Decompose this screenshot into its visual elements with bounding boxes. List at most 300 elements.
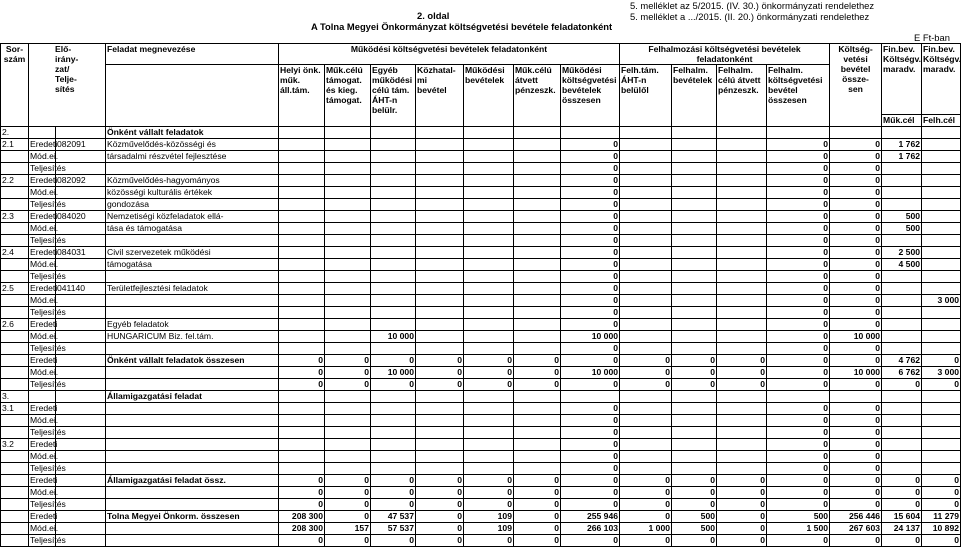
cell-value [464, 283, 514, 295]
row-name: Egyéb feladatok [106, 319, 279, 331]
row-name: támogatása [106, 259, 279, 271]
cell-value: 0 [672, 367, 717, 379]
cell-value: 0 [767, 379, 830, 391]
cell-value [514, 463, 561, 475]
cell-value [922, 319, 961, 331]
col-sorszam: Sor- szám [1, 44, 29, 127]
cell-value [672, 235, 717, 247]
cell-value [620, 415, 672, 427]
table-row [1, 235, 961, 247]
cell-value [416, 391, 464, 403]
cell-value [279, 307, 325, 319]
cell-value [371, 199, 416, 211]
row-code [56, 127, 106, 139]
row-code: 041140 [56, 283, 106, 295]
cell-value [464, 163, 514, 175]
row-code [56, 403, 106, 415]
cell-value: 0 [830, 259, 882, 271]
cell-value: 0 [767, 403, 830, 415]
row-type: Mód.ei. [30, 295, 59, 305]
cell-value [672, 307, 717, 319]
cell-value [325, 427, 371, 439]
cell-value: 0 [279, 367, 325, 379]
row-number: 2.6 [1, 319, 29, 331]
cell-value [922, 187, 961, 199]
cell-value: 0 [922, 487, 961, 499]
cell-value [620, 223, 672, 235]
cell-value [922, 451, 961, 463]
cell-value [279, 451, 325, 463]
row-code [56, 355, 106, 367]
cell-value [717, 139, 767, 151]
cell-value: 157 [325, 523, 371, 535]
cell-value: 0 [620, 379, 672, 391]
table-row [1, 271, 961, 283]
row-type: Teljesítés [30, 163, 66, 173]
cell-value: 266 103 [561, 523, 620, 535]
row-name: közösségi kulturális értékek [106, 187, 279, 199]
cell-value [464, 187, 514, 199]
cell-value [371, 391, 416, 403]
cell-value [371, 427, 416, 439]
cell-value: 0 [561, 343, 620, 355]
col-egyeb-mukodesi: Egyéb működési célú tám. ÁHT-n belülr. [371, 65, 416, 127]
revenue-table [0, 43, 961, 547]
cell-value: 0 [514, 511, 561, 523]
appendix-note-2: 5. melléklet a .../2015. (II. 20.) önkormányzati rendelethez [630, 11, 870, 22]
cell-value: 0 [561, 187, 620, 199]
cell-value [416, 319, 464, 331]
cell-value: 0 [514, 499, 561, 511]
cell-value: 0 [325, 535, 371, 547]
cell-value [717, 259, 767, 271]
cell-value [416, 127, 464, 139]
cell-value [620, 343, 672, 355]
cell-value [279, 331, 325, 343]
table-row [1, 343, 961, 355]
row-type: Eredeti [30, 403, 58, 413]
cell-value [922, 199, 961, 211]
cell-value: 0 [416, 475, 464, 487]
table-row [1, 283, 961, 295]
cell-value: 255 946 [561, 511, 620, 523]
cell-value [717, 127, 767, 139]
cell-value [371, 319, 416, 331]
cell-value [514, 307, 561, 319]
cell-value [325, 259, 371, 271]
cell-value [620, 439, 672, 451]
cell-value [620, 139, 672, 151]
cell-value: 0 [767, 427, 830, 439]
cell-value [620, 163, 672, 175]
cell-value: 0 [767, 319, 830, 331]
col-finbev-2: Fin.bev. Költségv. maradv. [922, 44, 961, 115]
cell-value [279, 247, 325, 259]
cell-value [882, 391, 922, 403]
cell-value [325, 391, 371, 403]
row-number: 3. [1, 391, 29, 403]
cell-value: 0 [620, 511, 672, 523]
cell-value [514, 199, 561, 211]
cell-value: 6 762 [882, 367, 922, 379]
row-name: Területfejlesztési feladatok [106, 283, 279, 295]
cell-value: 4 500 [882, 259, 922, 271]
cell-value: 3 000 [922, 367, 961, 379]
cell-value [371, 295, 416, 307]
cell-value: 0 [620, 367, 672, 379]
row-number [1, 367, 29, 379]
cell-value [922, 415, 961, 427]
cell-value [371, 463, 416, 475]
cell-value: 0 [279, 355, 325, 367]
cell-value: 0 [514, 523, 561, 535]
cell-value: 0 [830, 355, 882, 367]
row-name [106, 403, 279, 415]
cell-value: 0 [767, 199, 830, 211]
table-row [1, 211, 961, 223]
cell-value: 10 892 [922, 523, 961, 535]
row-number [1, 523, 29, 535]
cell-value [620, 211, 672, 223]
table-row [1, 307, 961, 319]
cell-value [620, 271, 672, 283]
cell-value: 0 [620, 499, 672, 511]
table-row [1, 247, 961, 259]
cell-value: 10 000 [371, 331, 416, 343]
cell-value [416, 199, 464, 211]
cell-value [620, 199, 672, 211]
cell-value [464, 175, 514, 187]
cell-value: 500 [672, 511, 717, 523]
cell-value [325, 295, 371, 307]
cell-value: 0 [416, 523, 464, 535]
cell-value: 0 [561, 439, 620, 451]
row-type: Teljesítés [30, 535, 66, 545]
cell-value [325, 199, 371, 211]
cell-value: 0 [561, 427, 620, 439]
cell-value: 208 300 [279, 511, 325, 523]
col-mukodesi-bev: Működési bevételek [464, 65, 514, 127]
row-number [1, 427, 29, 439]
cell-value [325, 283, 371, 295]
cell-value [279, 427, 325, 439]
cell-value [672, 187, 717, 199]
row-type: Teljesítés [30, 307, 66, 317]
cell-value [279, 163, 325, 175]
cell-value [514, 427, 561, 439]
cell-value [514, 175, 561, 187]
row-type: Mód.ei. [30, 367, 59, 377]
cell-value [464, 463, 514, 475]
cell-value: 0 [464, 379, 514, 391]
cell-value: 0 [830, 451, 882, 463]
cell-value [830, 127, 882, 139]
cell-value: 0 [767, 247, 830, 259]
cell-value [371, 415, 416, 427]
cell-value: 0 [882, 475, 922, 487]
cell-value: 0 [561, 535, 620, 547]
cell-value [416, 187, 464, 199]
cell-value [371, 343, 416, 355]
cell-value: 0 [672, 487, 717, 499]
cell-value: 0 [371, 355, 416, 367]
cell-value [717, 235, 767, 247]
cell-value: 0 [514, 355, 561, 367]
cell-value: 0 [922, 379, 961, 391]
cell-value: 0 [882, 379, 922, 391]
cell-value [620, 283, 672, 295]
cell-value: 0 [514, 487, 561, 499]
cell-value [416, 463, 464, 475]
cell-value [416, 211, 464, 223]
col-helyi-onk: Helyi önk. műk. áll.tám. [279, 65, 325, 127]
cell-value [672, 427, 717, 439]
cell-value: 2 500 [882, 247, 922, 259]
cell-value [882, 451, 922, 463]
cell-value [371, 151, 416, 163]
cell-value: 0 [767, 367, 830, 379]
cell-value [279, 235, 325, 247]
cell-value: 109 [464, 523, 514, 535]
cell-value: 500 [882, 211, 922, 223]
table-row [1, 535, 961, 547]
cell-value [717, 283, 767, 295]
row-code [56, 331, 106, 343]
cell-value: 0 [371, 487, 416, 499]
cell-value [464, 307, 514, 319]
cell-value [416, 271, 464, 283]
cell-value [717, 187, 767, 199]
cell-value [882, 463, 922, 475]
cell-value: 0 [561, 199, 620, 211]
cell-value: 0 [464, 355, 514, 367]
row-code [56, 487, 106, 499]
table-row [1, 295, 961, 307]
row-number [1, 307, 29, 319]
cell-value [672, 139, 717, 151]
cell-value: 0 [464, 475, 514, 487]
cell-value [620, 331, 672, 343]
cell-value: 0 [830, 163, 882, 175]
col-eloiranyzat: Elő- irány- zat/ Telje- sítés [29, 44, 106, 127]
cell-value [464, 415, 514, 427]
cell-value: 0 [767, 163, 830, 175]
cell-value: 24 137 [882, 523, 922, 535]
cell-value [922, 271, 961, 283]
cell-value: 0 [830, 235, 882, 247]
cell-value [922, 211, 961, 223]
cell-value [717, 391, 767, 403]
cell-value [325, 331, 371, 343]
cell-value: 10 000 [561, 367, 620, 379]
row-name [106, 163, 279, 175]
cell-value [882, 439, 922, 451]
row-name: Közművelődés-hagyományos [106, 175, 279, 187]
cell-value: 0 [325, 511, 371, 523]
row-code [56, 415, 106, 427]
cell-value: 0 [830, 439, 882, 451]
cell-value [371, 163, 416, 175]
cell-value [279, 151, 325, 163]
table-row [1, 391, 961, 403]
table-row [1, 463, 961, 475]
cell-value [672, 271, 717, 283]
cell-value: 0 [620, 535, 672, 547]
cell-value: 47 537 [371, 511, 416, 523]
cell-value [717, 415, 767, 427]
cell-value [767, 391, 830, 403]
row-name [106, 367, 279, 379]
cell-value: 0 [561, 247, 620, 259]
cell-value: 1 762 [882, 151, 922, 163]
cell-value: 0 [561, 259, 620, 271]
row-code: 084031 [56, 247, 106, 259]
table-row [1, 139, 961, 151]
row-code [56, 151, 106, 163]
cell-value: 0 [830, 499, 882, 511]
cell-value [922, 403, 961, 415]
row-number: 2.1 [1, 139, 29, 151]
cell-value [717, 463, 767, 475]
cell-value [882, 307, 922, 319]
cell-value [717, 199, 767, 211]
cell-value [371, 259, 416, 271]
cell-value: 0 [416, 499, 464, 511]
cell-value [882, 199, 922, 211]
cell-value [325, 139, 371, 151]
col-kozhatalmi: Közhatal- mi bevétel [416, 65, 464, 127]
cell-value: 0 [717, 523, 767, 535]
cell-value: 0 [767, 499, 830, 511]
table-row [1, 415, 961, 427]
cell-value [717, 403, 767, 415]
cell-value [882, 187, 922, 199]
cell-value [279, 139, 325, 151]
cell-value [279, 391, 325, 403]
cell-value [672, 391, 717, 403]
cell-value: 1 762 [882, 139, 922, 151]
row-number [1, 271, 29, 283]
cell-value [672, 283, 717, 295]
cell-value [672, 163, 717, 175]
cell-value: 0 [830, 463, 882, 475]
cell-value [279, 439, 325, 451]
table-row [1, 151, 961, 163]
cell-value [717, 247, 767, 259]
cell-value: 0 [371, 535, 416, 547]
row-name [106, 499, 279, 511]
table-row [1, 439, 961, 451]
cell-value: 0 [464, 487, 514, 499]
row-type: Eredeti [30, 439, 58, 449]
row-number [1, 355, 29, 367]
cell-value [882, 283, 922, 295]
cell-value [672, 319, 717, 331]
cell-value [514, 283, 561, 295]
cell-value [464, 403, 514, 415]
cell-value: 0 [514, 475, 561, 487]
cell-value [672, 199, 717, 211]
row-number [1, 475, 29, 487]
cell-value: 0 [767, 487, 830, 499]
cell-value [464, 211, 514, 223]
table-row [1, 199, 961, 211]
page-number: 2. oldal [417, 10, 450, 21]
cell-value: 0 [767, 331, 830, 343]
cell-value [882, 331, 922, 343]
row-type: Teljesítés [30, 379, 66, 389]
cell-value: 1 500 [767, 523, 830, 535]
row-code [56, 295, 106, 307]
cell-value: 0 [561, 307, 620, 319]
cell-value: 0 [561, 451, 620, 463]
cell-value [922, 259, 961, 271]
cell-value: 0 [767, 223, 830, 235]
row-number [1, 535, 29, 547]
cell-value [717, 211, 767, 223]
cell-value [672, 211, 717, 223]
cell-value [464, 151, 514, 163]
cell-value [717, 319, 767, 331]
table-row [1, 499, 961, 511]
cell-value: 0 [767, 211, 830, 223]
cell-value: 0 [882, 535, 922, 547]
row-number [1, 379, 29, 391]
cell-value: 0 [464, 367, 514, 379]
table-row [1, 127, 961, 139]
cell-value [620, 127, 672, 139]
cell-value [464, 271, 514, 283]
cell-value: 0 [561, 487, 620, 499]
cell-value [620, 319, 672, 331]
cell-value [464, 127, 514, 139]
cell-value [416, 235, 464, 247]
row-type: Mód.ei. [30, 451, 59, 461]
cell-value: 0 [325, 487, 371, 499]
cell-value: 0 [767, 259, 830, 271]
row-type: Teljesítés [30, 271, 66, 281]
row-type: Eredeti [30, 355, 58, 365]
row-number: 2.3 [1, 211, 29, 223]
row-type: Mód.ei. [30, 487, 59, 497]
cell-value [464, 247, 514, 259]
row-name [106, 427, 279, 439]
cell-value: 0 [325, 379, 371, 391]
cell-value [922, 127, 961, 139]
cell-value: 0 [325, 355, 371, 367]
cell-value [279, 127, 325, 139]
cell-value: 0 [279, 379, 325, 391]
cell-value: 10 000 [830, 331, 882, 343]
cell-value: 0 [279, 475, 325, 487]
cell-value: 0 [767, 463, 830, 475]
cell-value [325, 319, 371, 331]
row-number [1, 223, 29, 235]
cell-value: 0 [830, 403, 882, 415]
cell-value [717, 271, 767, 283]
cell-value [416, 439, 464, 451]
cell-value [325, 235, 371, 247]
cell-value: 0 [830, 187, 882, 199]
cell-value [416, 415, 464, 427]
cell-value: 0 [767, 271, 830, 283]
cell-value: 0 [767, 343, 830, 355]
cell-value [922, 307, 961, 319]
row-number [1, 235, 29, 247]
cell-value: 0 [922, 499, 961, 511]
cell-value: 0 [767, 283, 830, 295]
cell-value [416, 175, 464, 187]
